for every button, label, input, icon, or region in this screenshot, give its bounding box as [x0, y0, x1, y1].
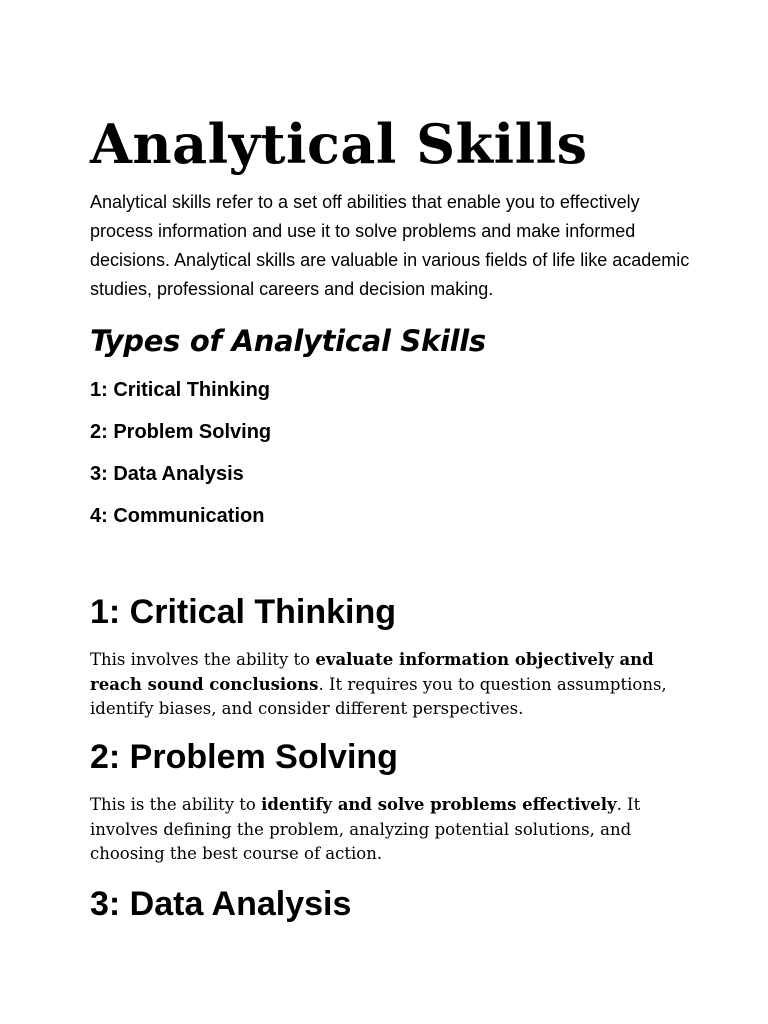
- list-item: 4: Communication: [90, 505, 265, 527]
- types-list: [90, 376, 271, 544]
- list-item: 3: Data Analysis: [90, 463, 244, 485]
- section-heading-data-analysis: 3: Data Analysis: [90, 885, 352, 923]
- paragraph-text: This involves the ability to: [90, 650, 316, 669]
- types-heading: Types of Analytical Skills: [90, 324, 486, 358]
- paragraph-text: This is the ability to: [90, 795, 262, 814]
- list-item: 1: Critical Thinking: [90, 379, 271, 401]
- paragraph-text: . It requires you to question assumptions, identify biases, and consider different perspectives.: [90, 674, 667, 718]
- intro-paragraph: Analytical skills refer to a set off abilities that enable you to effectively process information and use it to solve problems and make informed decisions. Analytical skills are valuable in various fields of life like academic studies, professional careers and decision making.: [90, 192, 690, 299]
- section-heading-critical-thinking: 1: Critical Thinking: [90, 593, 397, 631]
- list-item: 2: Problem Solving: [90, 421, 272, 443]
- paragraph-text: . It involves defining the problem, analyzing potential solutions, and choosing the best course of action.: [90, 795, 641, 863]
- paragraph-emphasis: identify and solve problems effectively: [261, 795, 617, 814]
- section-heading-problem-solving: 2: Problem Solving: [90, 738, 398, 776]
- paragraph-emphasis: evaluate information objectively and reach sound conclusions: [90, 650, 654, 694]
- section-paragraph-critical-thinking: [90, 648, 690, 722]
- section-paragraph-problem-solving: [90, 793, 690, 867]
- document-title: Analytical Skills: [90, 112, 588, 176]
